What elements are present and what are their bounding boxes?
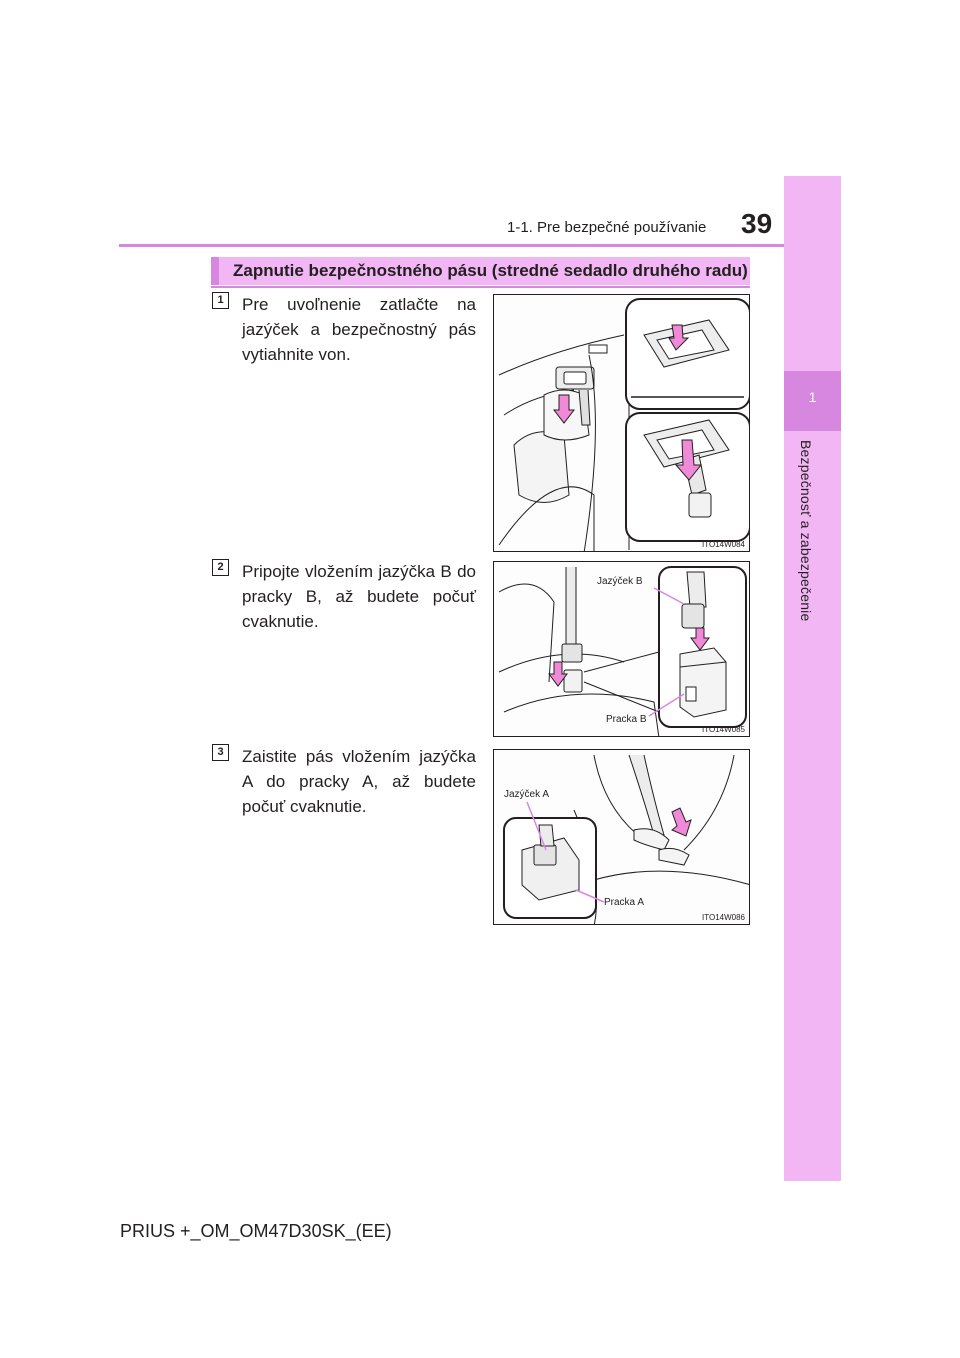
tongue-a-label: Jazýček A (504, 789, 550, 800)
step-2-figure-code: ITO14W085 (702, 725, 745, 734)
step-2-text: Pripojte vložením jazýčka B do pracky B, až budete počuť cvaknutie. (242, 562, 476, 631)
step-3-figure (493, 749, 750, 925)
chapter-side-tab (784, 176, 841, 1181)
step-1-text: Pre uvoľnenie zatlačte na jazýček a bezpečnostný pás vytiahnite von. (242, 295, 476, 364)
chapter-label: Bezpečnosť a zabezpečenie (798, 440, 814, 622)
step-3-number: 3 (212, 744, 229, 761)
section-heading-bar (211, 257, 750, 285)
model-code: PRIUS +_OM_OM47D30SK_(EE) (120, 1221, 392, 1241)
buckle-b-illustration (494, 562, 750, 737)
chapter-number: 1 (808, 389, 817, 405)
section-heading: Zapnutie bezpečnostného pásu (stredné sedadlo druhého radu) (233, 261, 748, 280)
header-rule (119, 244, 784, 247)
buckle-a-label: Pracka A (604, 897, 645, 908)
step-3-text: Zaistite pás vložením jazýčka A do pracky A, až budete počuť cvaknutie. (242, 747, 476, 816)
page-number: 39 (741, 208, 773, 239)
seatbelt-release-illustration (494, 295, 750, 552)
step-1-figure-code: ITO14W084 (702, 540, 745, 549)
step-1-figure (493, 294, 750, 552)
step-2-number: 2 (212, 559, 229, 576)
tongue-b-label: Jazýček B (597, 576, 643, 587)
step-1-number: 1 (212, 292, 229, 309)
buckle-b-label: Pracka B (606, 714, 647, 725)
section-heading-rule (211, 286, 750, 288)
step-3-figure-code: ITO14W086 (702, 913, 745, 922)
section-path: 1-1. Pre bezpečné používanie (507, 219, 707, 236)
step-2-figure (493, 561, 750, 737)
